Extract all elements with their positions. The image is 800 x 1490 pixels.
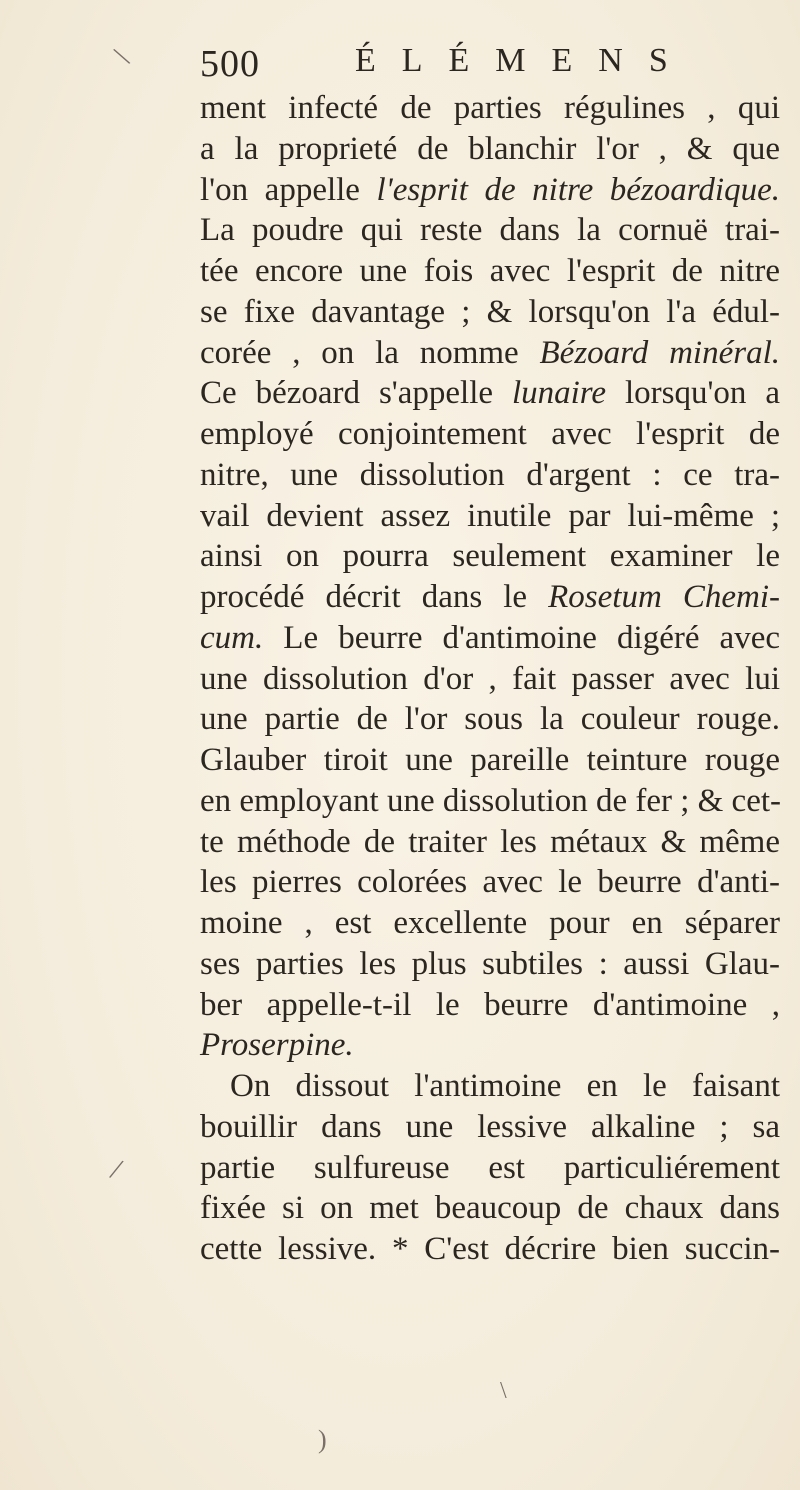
text-segment: corée , on la nomme	[200, 334, 540, 371]
text-segment: une dissolution d'or , fait passer avec lui	[200, 660, 780, 697]
text-segment: moine , est excellente pour en séparer	[200, 905, 780, 941]
text-line	[200, 292, 780, 333]
text-line	[200, 944, 780, 985]
text-line	[200, 1188, 780, 1229]
italic-segment: Proserpine.	[200, 1027, 354, 1064]
text-segment: nitre, une dissolution d'argent : ce tra-	[200, 456, 780, 493]
running-title: ÉLÉMENS	[355, 42, 694, 79]
text-line	[200, 618, 780, 659]
text-line	[200, 129, 780, 170]
text-line	[200, 985, 780, 1026]
page-number: 500	[200, 43, 260, 85]
text-line	[200, 1025, 780, 1066]
text-line	[200, 414, 780, 455]
margin-mark: /	[106, 1152, 126, 1187]
text-segment: les pierres colorées avec le beurre d'anti-	[200, 864, 780, 901]
text-line	[200, 536, 780, 577]
text-segment: Glauber tiroit une pareille teinture rouge	[200, 742, 780, 778]
margin-mark: )	[318, 1425, 327, 1454]
text-line	[200, 251, 780, 292]
text-line	[200, 1148, 780, 1189]
text-line	[200, 333, 780, 374]
text-line	[200, 1066, 780, 1107]
text-segment: tée encore une fois avec l'esprit de nitre	[200, 253, 780, 289]
text-segment: Le beurre d'antimoine digéré avec	[263, 619, 780, 656]
text-segment: procédé décrit dans le	[200, 579, 549, 615]
text-line	[200, 455, 780, 496]
text-segment: ses parties les plus subtiles : aussi Glau-	[200, 945, 780, 982]
text-line	[200, 699, 780, 740]
text-line	[200, 373, 780, 414]
text-segment: fixée si on met beaucoup de chaux dans	[200, 1190, 780, 1227]
text-segment: a la proprieté de blanchir l'or , & que	[200, 130, 780, 167]
text-segment: vail devient assez inutile par lui-même ;	[200, 497, 780, 534]
text-line	[200, 496, 780, 537]
text-segment: partie sulfureuse est particuliérement	[200, 1149, 780, 1186]
text-segment: bouillir dans une lessive alkaline ; sa	[200, 1108, 780, 1145]
text-segment: ainsi on pourra seulement examiner le	[200, 538, 780, 575]
italic-segment: Rosetum Chemi-	[548, 579, 781, 615]
text-segment: ment infecté de parties régulines , qui	[200, 90, 780, 126]
italic-segment: Bézoard minéral.	[539, 334, 780, 371]
text-segment: employé conjointement avec l'esprit de	[200, 416, 780, 452]
text-line	[200, 170, 780, 211]
margin-mark: \	[500, 1378, 507, 1404]
text-segment: ber appelle-t-il le beurre d'antimoine ,	[200, 986, 780, 1023]
text-segment: te méthode de traiter les métaux & même	[200, 823, 780, 860]
text-line	[200, 659, 780, 700]
text-segment: en employant une dissolution de fer ; & cet-	[200, 782, 782, 819]
text-segment: se fixe davantage ; & lorsqu'on l'a édul-	[200, 293, 780, 330]
italic-segment: cum.	[200, 619, 264, 656]
text-segment: cette lessive. * C'est décrire bien succin-	[200, 1231, 780, 1267]
text-line	[200, 1229, 780, 1270]
page-header	[200, 38, 694, 88]
text-line	[200, 577, 780, 618]
text-segment: La poudre qui reste dans la cornuë trai-	[200, 212, 780, 249]
text-line	[200, 1107, 780, 1148]
text-line	[200, 740, 780, 781]
text-segment: Ce bézoard s'appelle	[200, 375, 512, 412]
text-line	[200, 862, 780, 903]
text-line	[200, 822, 780, 863]
text-segment: l'on appelle	[200, 171, 377, 208]
text-segment: une partie de l'or sous la couleur rouge.	[200, 701, 780, 738]
text-line	[200, 781, 780, 822]
text-line	[200, 210, 780, 251]
italic-segment: l'esprit de nitre bézoardique.	[376, 171, 780, 208]
margin-mark: \	[110, 40, 134, 73]
text-line	[200, 903, 780, 944]
body-text	[200, 88, 780, 1270]
text-segment: lorsqu'on a	[606, 375, 781, 412]
text-segment: On dissout l'antimoine en le faisant	[230, 1068, 780, 1104]
text-line	[200, 88, 780, 129]
italic-segment: lunaire	[511, 375, 607, 412]
